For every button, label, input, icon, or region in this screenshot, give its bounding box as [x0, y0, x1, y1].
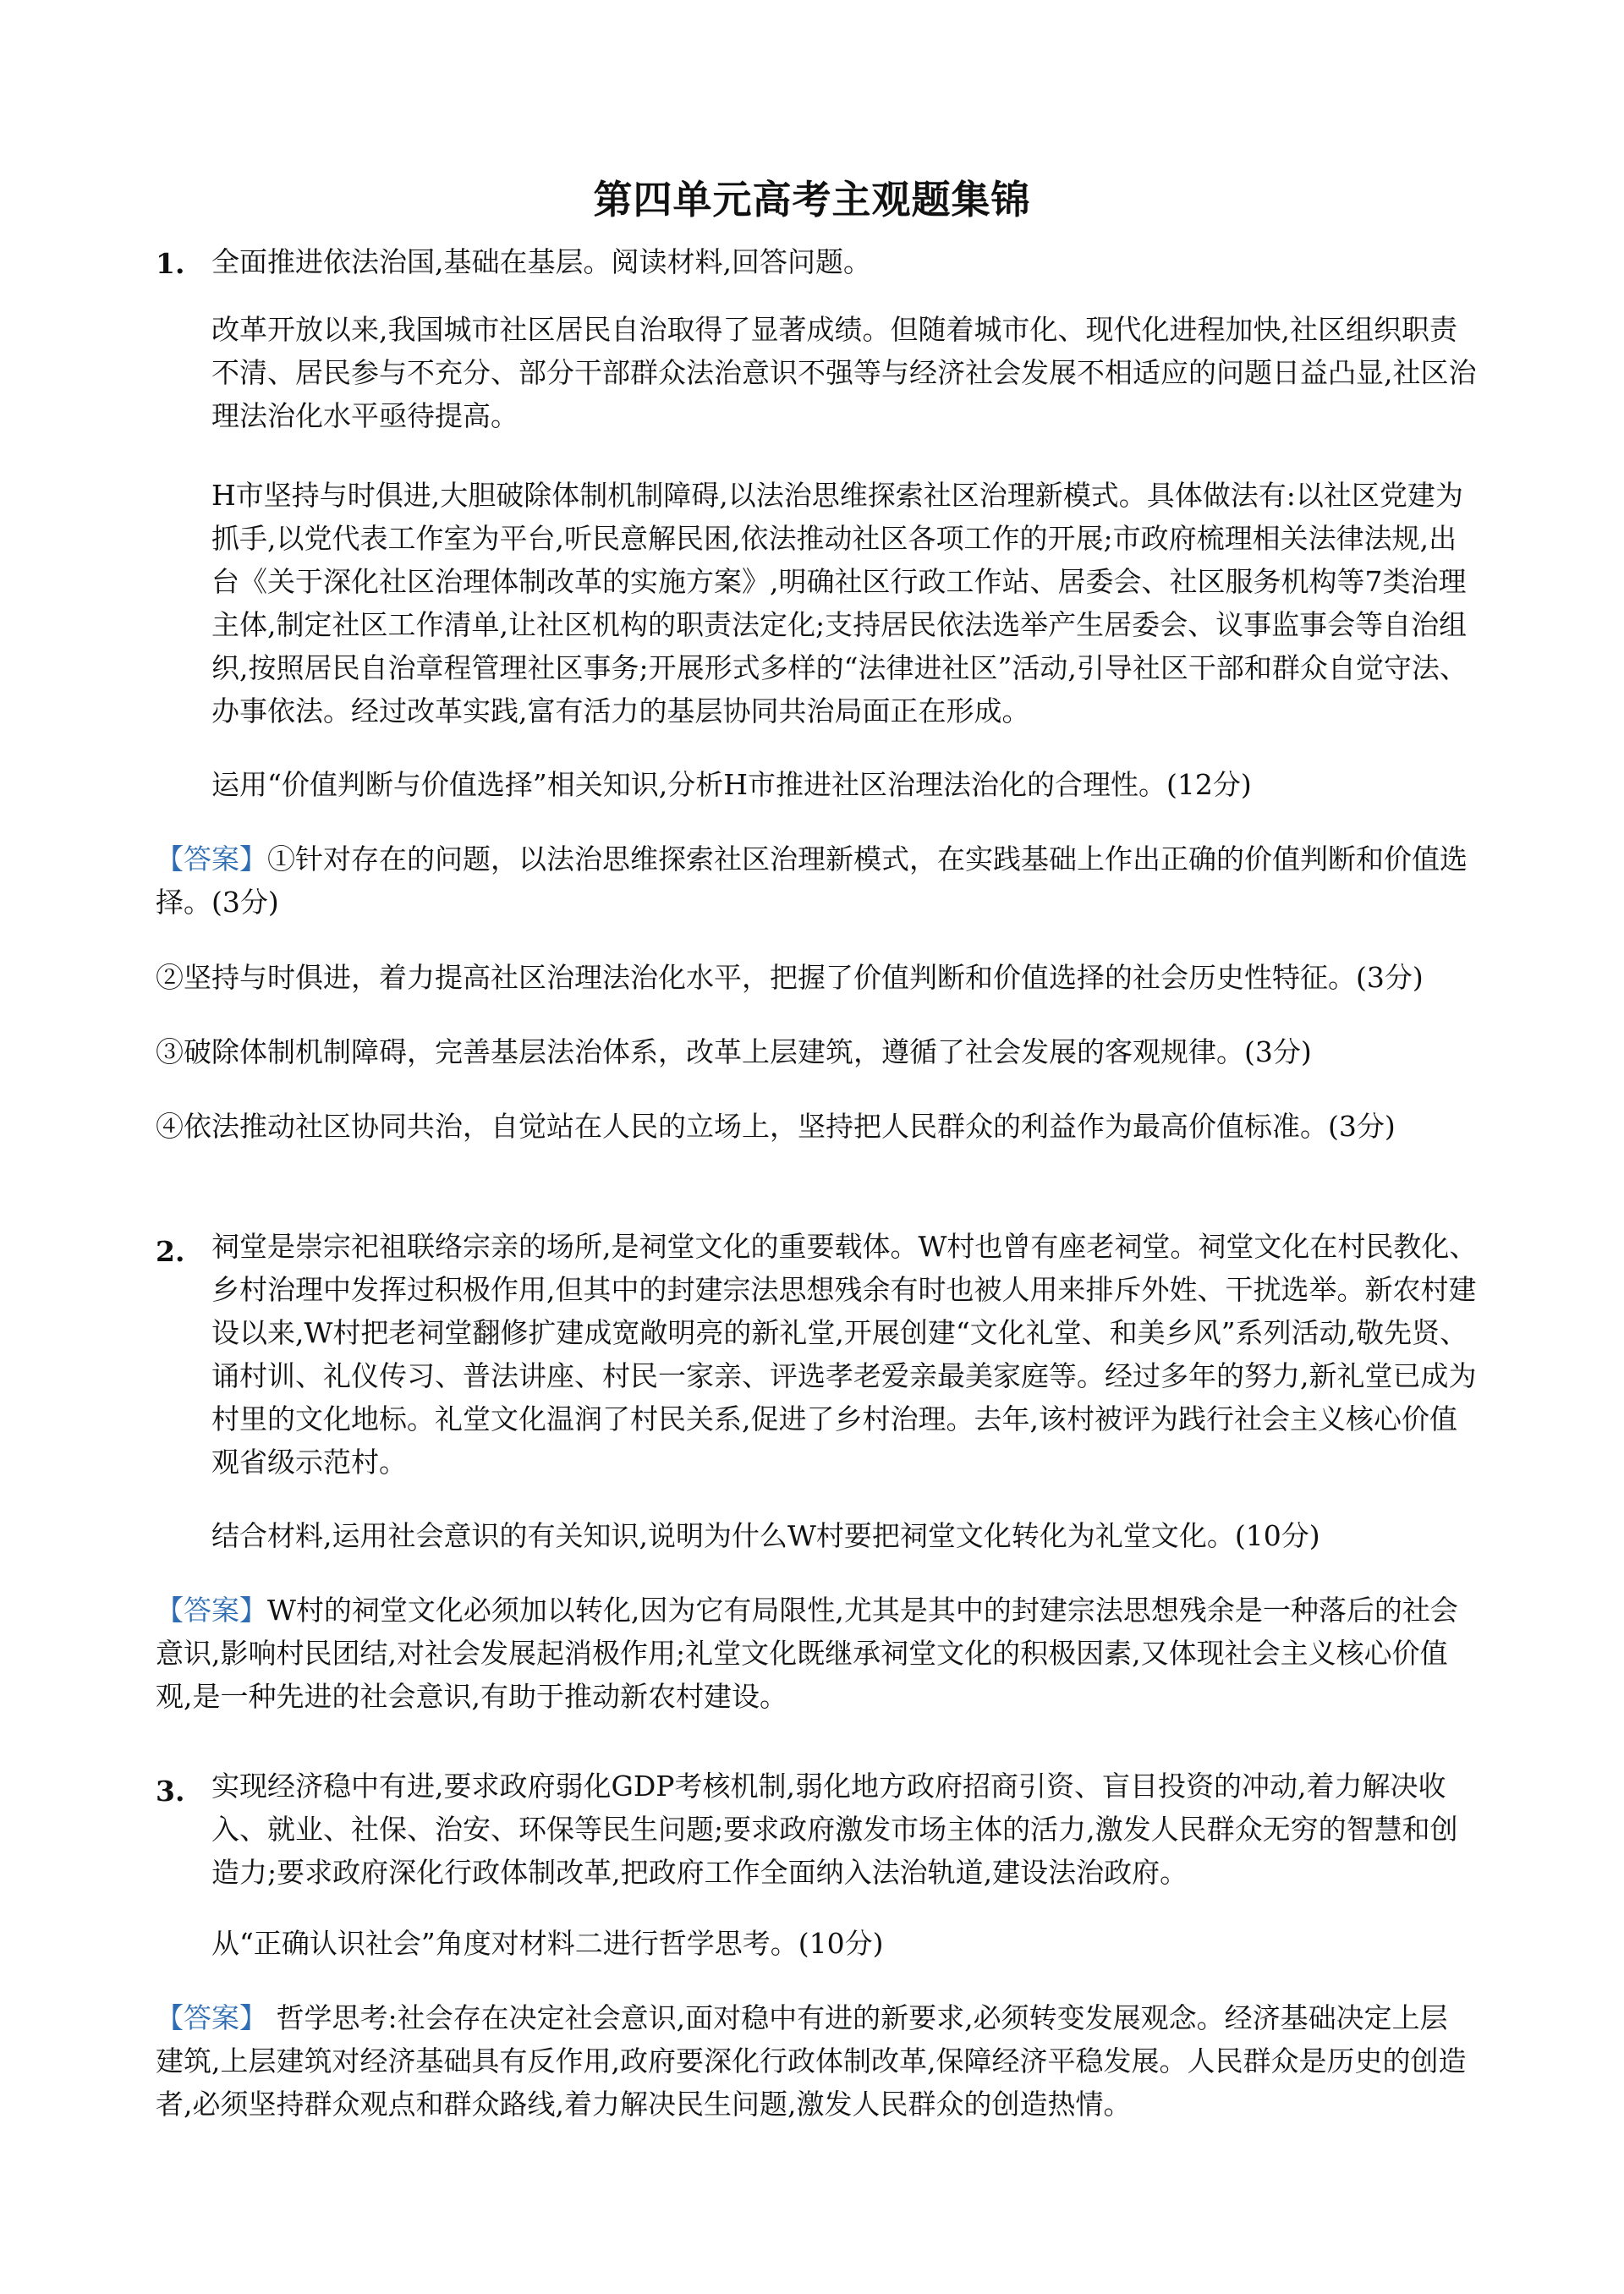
question-3-material: 实现经济稳中有进,要求政府弱化GDP考核机制,弱化地方政府招商引资、盲目投资的冲动,着力解决收入、就业、社保、治安、环保等民生问题;要求政府激发市场主体的活力,激发人民群众无穷的智慧和创造力;要求政府深化行政体制改革,把政府工作全面纳入法治轨道,建设法治政府。: [211, 1770, 1458, 1889]
question-1-answer-part-1: [156, 837, 1475, 924]
answer-text: 哲学思考:社会存在决定社会意识,面对稳中有进的新要求,必须转变发展观念。经济基础决定上层建筑,上层建筑对经济基础具有反作用,政府要深化行政体制改革,保障经济平稳发展。人民群众是历史的创造者,必须坚持群众观点和群众路线,着力解决民生问题,激发人民群众的创造热情。: [156, 2001, 1467, 2121]
question-2-number: 2.: [156, 1235, 185, 1268]
answer-text: ①针对存在的问题，以法治思维探索社区治理新模式，在实践基础上作出正确的价值判断和价值选择。(3分): [156, 842, 1468, 919]
question-1-material-paragraph-2: H市坚持与时俱进,大胆破除体制机制障碍,以法治思维探索社区治理新模式。具体做法有:以社区党建为抓手,以党代表工作室为平台,听民意解民困,依法推动社区各项工作的开展;市政府梳理相关法律法规,出台《关于深化社区治理体制改革的实施方案》,明确社区行政工作站、居委会、社区服务机构等7类治理主体,制定社区工作清单,让社区机构的职责法定化;支持居民依法选举产生居委会、议事监事会等自治组织,按照居民自治章程管理社区事务;开展形式多样的“法律进社区”活动,引导社区干部和群众自觉守法、办事依法。经过改革实践,富有活力的基层协同共治局面正在形成。: [211, 479, 1468, 727]
answer-tag: 【答案】: [156, 2001, 267, 2034]
answer-tag: 【答案】: [156, 1594, 267, 1627]
question-1-material-paragraph-1: 改革开放以来,我国城市社区居民自治取得了显著成绩。但随着城市化、现代化进程加快,社区组织职责不清、居民参与不充分、部分干部群众法治意识不强等与经济社会发展不相适应的问题日益凸显,社区治理法治化水平亟待提高。: [211, 313, 1477, 432]
question-2-material: 祠堂是崇宗祀祖联络宗亲的场所,是祠堂文化的重要载体。W村也曾有座老祠堂。祠堂文化在村民教化、乡村治理中发挥过积极作用,但其中的封建宗法思想残余有时也被人用来排斥外姓、干扰选举。新农村建设以来,W村把老祠堂翻修扩建成宽敞明亮的新礼堂,开展创建“文化礼堂、和美乡风”系列活动,敬先贤、诵村训、礼仪传习、普法讲座、村民一家亲、评选孝老爱亲最美家庭等。经过多年的努力,新礼堂已成为村里的文化地标。礼堂文化温润了村民关系,促进了乡村治理。去年,该村被评为践行社会主义核心价值观省级示范村。: [211, 1230, 1478, 1479]
question-3-answer: [156, 1996, 1475, 2126]
question-1-number: 1.: [156, 247, 185, 280]
question-2-prompt: 结合材料,运用社会意识的有关知识,说明为什么W村要把祠堂文化转化为礼堂文化。(10分): [211, 1519, 1320, 1552]
question-1-answer-part-4: ④依法推动社区协同共治，自觉站在人民的立场上，坚持把人民群众的利益作为最高价值标准。(3分): [156, 1110, 1396, 1143]
question-3-prompt: 从“正确认识社会”角度对材料二进行哲学思考。(10分): [211, 1927, 884, 1960]
question-1-intro: 全面推进依法治国,基础在基层。阅读材料,回答问题。: [211, 245, 871, 278]
answer-tag: 【答案】: [156, 842, 267, 875]
question-1-prompt: 运用“价值判断与价值选择”相关知识,分析H市推进社区治理法治化的合理性。(12分): [211, 768, 1252, 801]
page-title: 第四单元高考主观题集锦: [593, 177, 1031, 222]
question-3-number: 3.: [156, 1775, 185, 1808]
question-1-answer-part-3: ③破除体制机制障碍，完善基层法治体系，改革上层建筑，遵循了社会发展的客观规律。(3分): [156, 1035, 1312, 1068]
answer-text: W村的祠堂文化必须加以转化,因为它有局限性,尤其是其中的封建宗法思想残余是一种落后的社会意识,影响村民团结,对社会发展起消极作用;礼堂文化既继承祠堂文化的积极因素,又体现社会主义核心价值观,是一种先进的社会意识,有助于推动新农村建设。: [156, 1594, 1458, 1713]
question-2-answer: [156, 1589, 1475, 1718]
question-1-answer-part-2: ②坚持与时俱进，着力提高社区治理法治化水平，把握了价值判断和价值选择的社会历史性特征。(3分): [156, 961, 1424, 994]
